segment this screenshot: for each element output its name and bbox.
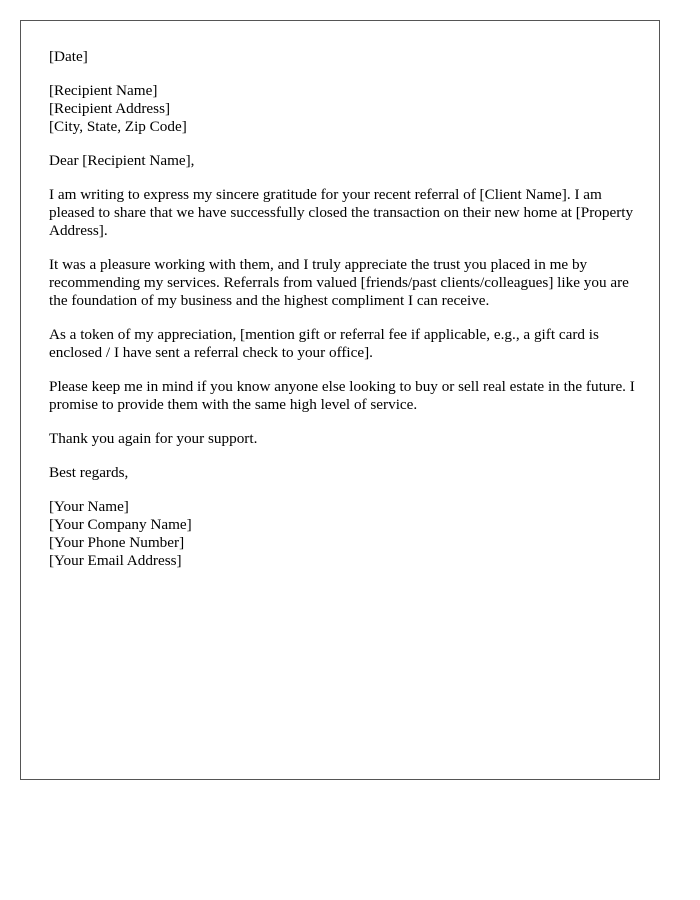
signature-phone: [Your Phone Number] [49, 534, 185, 551]
paragraph-referral-thanks: I am writing to express my sincere gratitude for your recent referral of [Client Name]. I am pleased to share that we have successfully closed the transaction on their new home at [Property Address]. [49, 186, 634, 239]
salutation-block [49, 152, 639, 170]
paragraph-thank-you: Thank you again for your support. [49, 430, 258, 447]
signature-name: [Your Name] [49, 498, 129, 515]
paragraph-token: As a token of my appreciation, [mention gift or referral fee if applicable, e.g., a gift card is enclosed / I have sent a referral check to your office]. [49, 326, 599, 361]
salutation: Dear [Recipient Name], [49, 152, 195, 169]
letter-page [20, 20, 660, 780]
recipient-name: [Recipient Name] [49, 82, 158, 99]
recipient-address: [Recipient Address] [49, 100, 171, 117]
recipient-city-state-zip: [City, State, Zip Code] [49, 118, 187, 135]
signature-company: [Your Company Name] [49, 516, 192, 533]
signature-email: [Your Email Address] [49, 552, 182, 569]
letter-body [49, 48, 639, 586]
paragraph-appreciation: It was a pleasure working with them, and I truly appreciate the trust you placed in me by recommending my services. Referrals from valued [friends/past clients/colleagues] like you are the foundation of my business and the highest compliment I can receive. [49, 256, 629, 309]
paragraph-keep-in-mind: Please keep me in mind if you know anyone else looking to buy or sell real estate in the future. I promise to provide them with the same high level of service. [49, 378, 635, 413]
date-block [49, 48, 639, 66]
closing-block [49, 464, 639, 482]
closing: Best regards, [49, 464, 129, 481]
recipient-address-block [49, 82, 639, 136]
signature-block [49, 498, 639, 570]
letter-date: [Date] [49, 48, 88, 65]
